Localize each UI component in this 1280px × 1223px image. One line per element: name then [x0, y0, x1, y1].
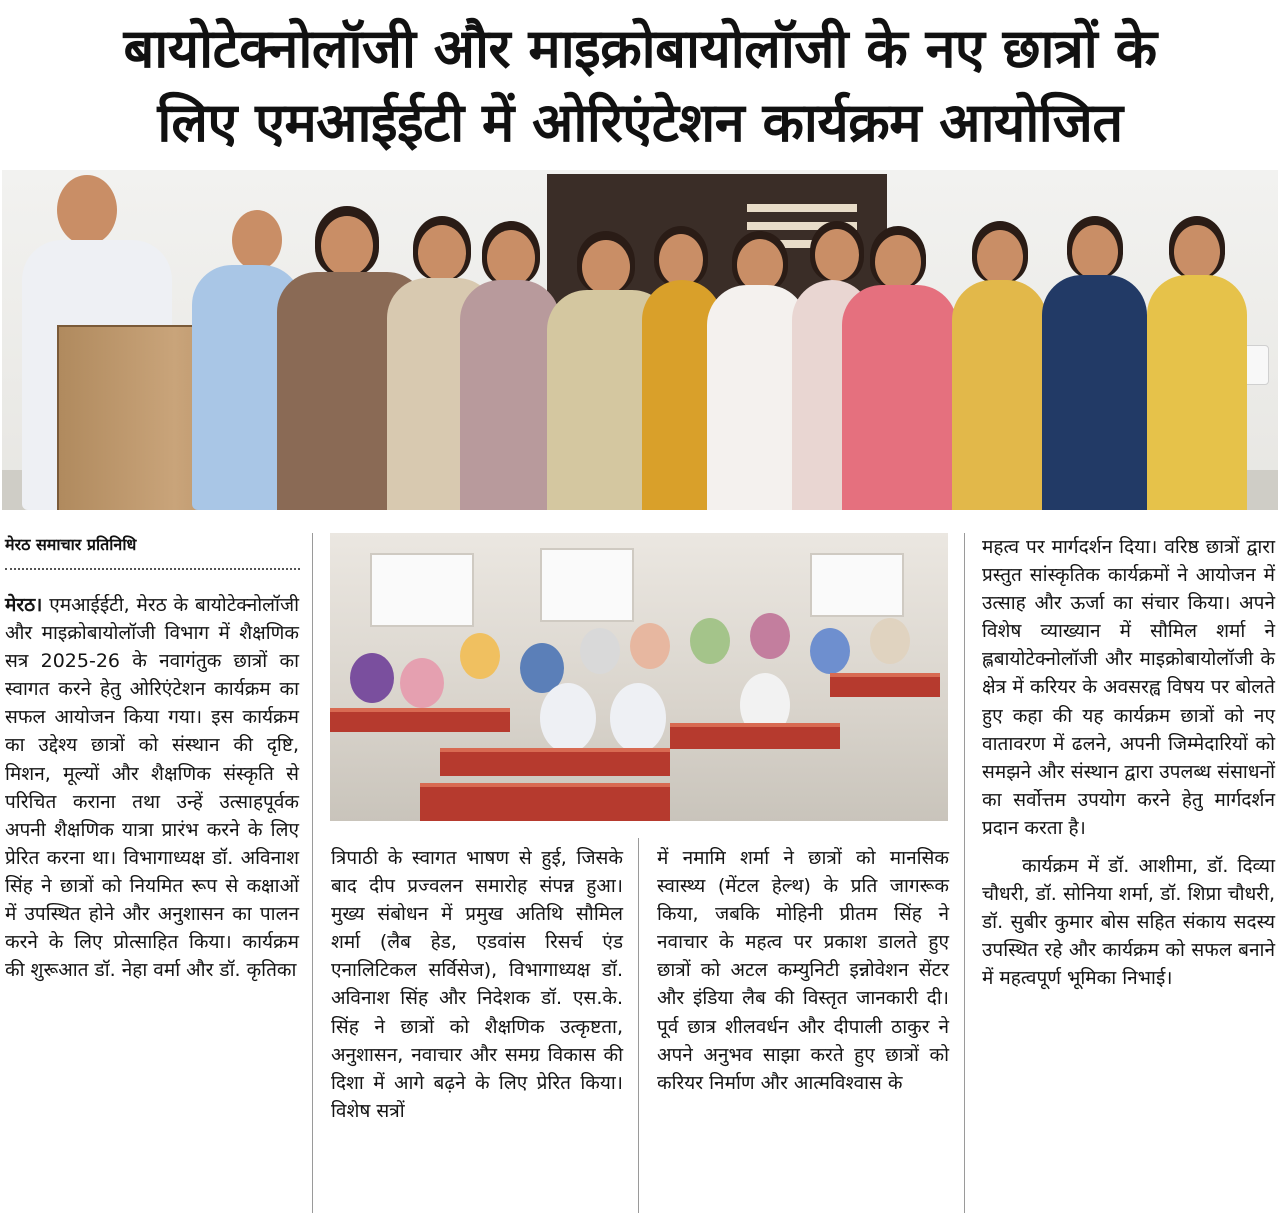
article-column-4: [982, 533, 1275, 993]
column-rule: [964, 533, 965, 1213]
classroom-photo: [330, 533, 948, 821]
byline: मेरठ समाचार प्रतिनिधि: [5, 535, 137, 554]
column-2-text: त्रिपाठी के स्वागत भाषण से हुई, जिसके बाद दीप प्रज्वलन समारोह संपन्न हुआ। मुख्य संबोधन में प्रमुख अतिथि सौमिल शर्मा (लैब हेड, एडवांस रिसर्च एंड एनालिटिकल सर्विसेज), विभागाध्यक्ष डॉ. अविनाश सिंह और निदेशक डॉ. एस.के. सिंह ने छात्रों को शैक्षणिक उत्कृष्टता, अनुशासन, नवाचार और समग्र विकास की दिशा में आगे बढ़ने के लिए प्रेरित किया। विशेष सत्रों: [331, 847, 623, 1122]
headline-line-1: बायोटेक्नोलॉजी और माइक्रोबायोलॉजी के नए छात्रों के: [123, 17, 1157, 80]
article-column-3: [657, 844, 949, 1097]
headline: [10, 12, 1270, 162]
column-rule: [312, 533, 313, 1213]
article-column-1: [5, 591, 299, 984]
column-1-text: एमआईईटी, मेरठ के बायोटेक्नोलॉजी और माइक्रोबायोलॉजी विभाग में शैक्षणिक सत्र 2025-26 के नवागंतुक छात्रों का स्वागत करने हेतु ओरिएंटेशन कार्यक्रम का सफल आयोजन किया गया। इस कार्यक्रम का उद्देश्य छात्रों को संस्थान की दृष्टि, मिशन, मूल्यों और शैक्षणिक संस्कृति से परिचित कराना तथा उन्हें उत्साहपूर्वक अपनी शैक्षणिक यात्रा प्रारंभ करने के लिए प्रेरित करना था। विभागाध्यक्ष डॉ. अविनाश सिंह ने छात्रों को नियमित रूप से कक्षाओं में उपस्थित होने और अनुशासन का पालन करने के लिए प्रोत्साहित किया। कार्यक्रम की शुरूआत डॉ. नेहा वर्मा और डॉ. कृतिका: [5, 594, 299, 982]
column-rule: [638, 838, 639, 1213]
byline-divider: [5, 568, 300, 570]
headline-line-2: लिए एमआईईटी में ओरिएंटेशन कार्यक्रम आयोजित: [157, 91, 1123, 154]
column-4-para-1: महत्व पर मार्गदर्शन दिया। वरिष्ठ छात्रों द्वारा प्रस्तुत सांस्कृतिक कार्यक्रमों ने आयोजन में उत्साह और ऊर्जा का संचार किया। अपने विशेष व्याख्यान में सौमिल शर्मा ने ह्लबायोटेक्नोलॉजी और माइक्रोबायोलॉजी के क्षेत्र में करियर के अवसरह्व विषय पर बोलते हुए कहा की यह कार्यक्रम छात्रों को नए वातावरण में ढलने, अपनी जिम्मेदारियों को समझने और संस्थान द्वारा उपलब्ध संसाधनों का सर्वोत्तम उपयोग करने हेतु मार्गदर्शन प्रदान करता है।: [982, 536, 1275, 839]
column-3-text: में नमामि शर्मा ने छात्रों को मानसिक स्वास्थ्य (मेंटल हेल्थ) के प्रति जागरूक किया, जबकि मोहिनी प्रीतम सिंह ने नवाचार के महत्व पर प्रकाश डालते हुए छात्रों को अटल कम्युनिटी इन्नोवेशन सेंटर और इंडिया लैब की विस्तृत जानकारी दी। पूर्व छात्र शीलवर्धन और दीपाली ठाकुर ने अपने अनुभव साझा करते हुए छात्रों को करियर निर्माण और आत्मविश्वास के: [657, 847, 949, 1094]
column-4-para-2: कार्यक्रम में डॉ. आशीमा, डॉ. दिव्या चौधरी, डॉ. सोनिया शर्मा, डॉ. शिप्रा चौधरी, डॉ. सुबीर कुमार बोस सहित संकाय सदस्य उपस्थित रहे और कार्यक्रम को सफल बनाने में महत्वपूर्ण भूमिका निभाई।: [982, 855, 1275, 990]
article-column-2: [331, 844, 623, 1125]
group-photo: [2, 170, 1278, 510]
dateline: मेरठ।: [5, 594, 43, 616]
